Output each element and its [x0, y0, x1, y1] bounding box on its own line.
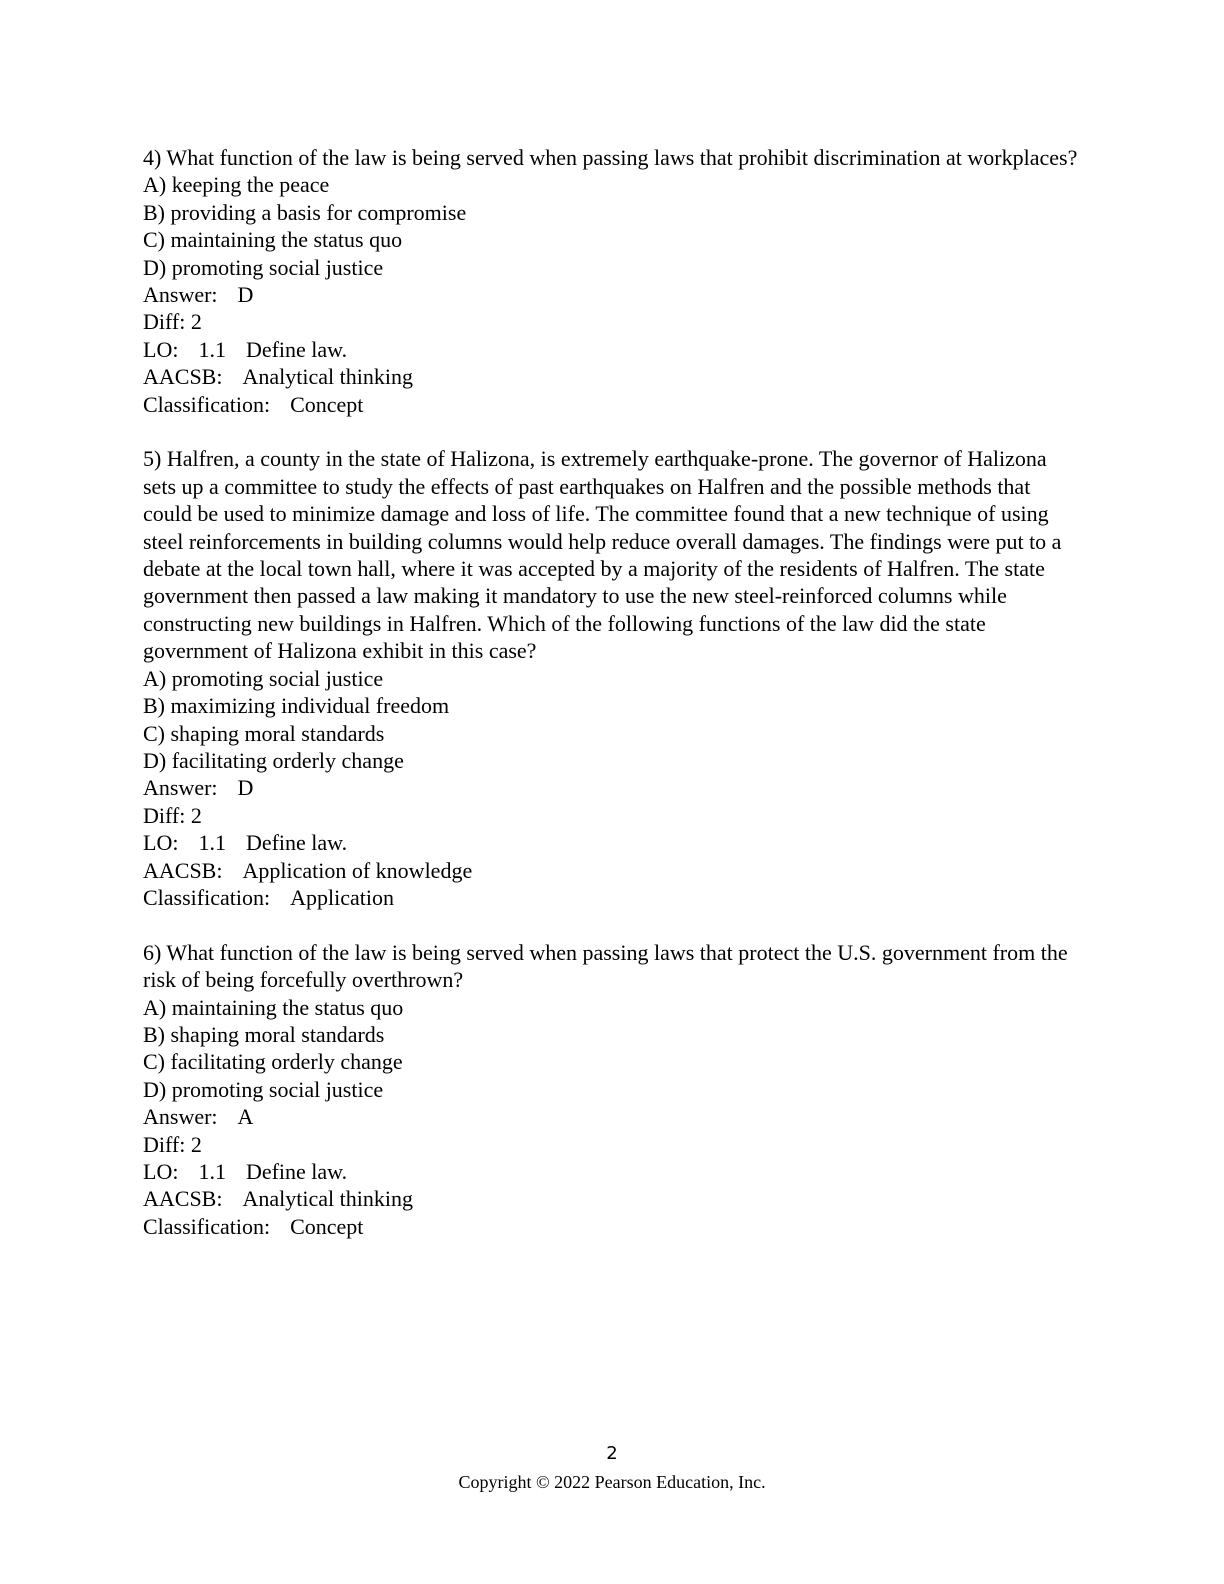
lo-text: Define law.	[245, 1159, 348, 1184]
option-d: D) promoting social justice	[143, 254, 384, 280]
option-d: D) facilitating orderly change	[143, 747, 404, 773]
aacsb-label: AACSB:	[143, 857, 223, 883]
question-text: 4) What function of the law is being served when passing laws that prohibit discrimination at workplaces?	[143, 145, 1078, 170]
question-text: 5) Halfren, a county in the state of Halizona, is extremely earthquake-prone. The governor of Halizona sets up a committee to study the effects of past earthquakes on Halfren and the possible methods that could be used to minimize damage and loss of life. The committee found that a new technique of using steel reinforcements in building columns would help reduce overall damages. The findings were put to a debate at the local town hall, where it was accepted by a majority of the residents of Halfren. The state government then passed a law making it mandatory to use the new steel-reinforced columns while constructing new buildings in Halfren. Which of the following functions of the law did the state government of Halizona exhibit in this case?	[143, 446, 1062, 664]
lo-text: Define law.	[245, 830, 348, 856]
answer-line	[143, 281, 1083, 308]
option-a: A) keeping the peace	[143, 172, 330, 198]
answer-label: Answer:	[143, 1104, 218, 1130]
aacsb-label: AACSB:	[143, 1186, 223, 1212]
learning-objective	[143, 1158, 1083, 1185]
lo-label: LO:	[143, 1159, 179, 1184]
option-a: A) promoting social justice	[143, 665, 384, 691]
classification-line	[143, 391, 1083, 418]
question-6	[143, 939, 1083, 1240]
page-number: 2	[606, 1443, 618, 1464]
copyright-notice: Copyright © 2022 Pearson Education, Inc.	[458, 1472, 766, 1492]
option-b: B) providing a basis for compromise	[143, 199, 467, 225]
option-d: D) promoting social justice	[143, 1076, 384, 1102]
answer-line	[143, 1103, 1083, 1130]
option-c: C) maintaining the status quo	[143, 227, 403, 253]
option-c: C) shaping moral standards	[143, 720, 385, 746]
aacsb-line	[143, 1185, 1083, 1212]
lo-number: 1.1	[198, 336, 226, 362]
option-b: B) shaping moral standards	[143, 1021, 385, 1047]
learning-objective	[143, 336, 1083, 363]
classification-line	[143, 1213, 1083, 1240]
answer-label: Answer:	[143, 282, 218, 308]
lo-text: Define law.	[245, 336, 348, 362]
lo-label: LO:	[143, 830, 179, 856]
question-4	[143, 144, 1083, 418]
option-a: A) maintaining the status quo	[143, 994, 404, 1020]
classification-label: Classification:	[143, 391, 271, 417]
aacsb-value: Application of knowledge	[242, 857, 473, 883]
difficulty: Diff: 2	[143, 802, 202, 828]
classification-label: Classification:	[143, 1213, 271, 1239]
difficulty: Diff: 2	[143, 309, 202, 335]
learning-objective	[143, 829, 1083, 856]
question-5	[143, 445, 1083, 911]
option-c: C) facilitating orderly change	[143, 1049, 403, 1075]
aacsb-line	[143, 857, 1083, 884]
classification-value: Concept	[290, 391, 364, 417]
aacsb-value: Analytical thinking	[242, 1186, 413, 1212]
answer-value: D	[237, 775, 254, 801]
question-text: 6) What function of the law is being served when passing laws that protect the U.S. government from the risk of being forcefully overthrown?	[143, 939, 1068, 993]
aacsb-label: AACSB:	[143, 364, 223, 390]
answer-value: A	[237, 1104, 254, 1130]
answer-value: D	[237, 282, 254, 308]
answer-line	[143, 774, 1083, 801]
classification-line	[143, 884, 1083, 911]
lo-number: 1.1	[198, 1159, 226, 1184]
aacsb-line	[143, 363, 1083, 390]
option-b: B) maximizing individual freedom	[143, 693, 450, 719]
lo-number: 1.1	[198, 830, 226, 856]
lo-label: LO:	[143, 336, 179, 362]
classification-value: Concept	[290, 1213, 364, 1239]
answer-label: Answer:	[143, 775, 218, 801]
difficulty: Diff: 2	[143, 1131, 202, 1157]
classification-value: Application	[290, 884, 394, 910]
document-body	[143, 144, 1083, 1268]
classification-label: Classification:	[143, 884, 271, 910]
aacsb-value: Analytical thinking	[242, 364, 413, 390]
